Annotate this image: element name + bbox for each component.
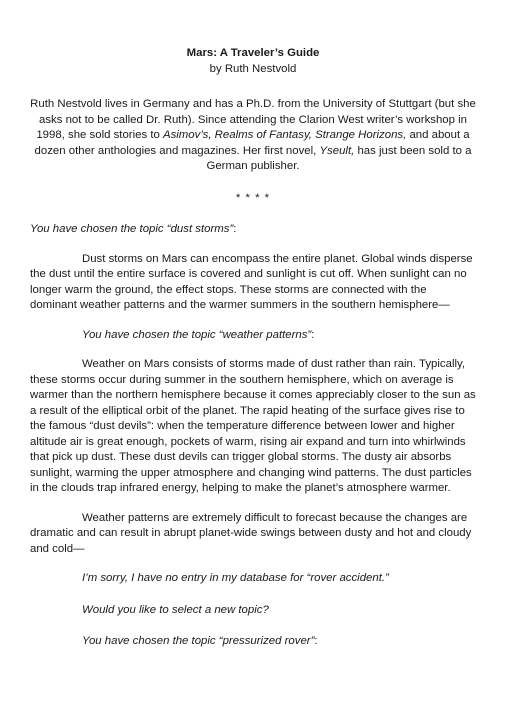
topic-weather-text: You have chosen the topic “weather patterns”	[82, 328, 312, 341]
paragraph-weather-1: Weather on Mars consists of storms made of dust rather than rain. Typically, these storms occur during summer in the southern hemisphere, which on average is warmer than the northern hemisphere because it comes appreciably closer to the sun as a result of the elliptical orbit of the planet. The rapid heating of the surface gives rise to the famous “dust devils”: when the temperature difference between lower and higher altitude air is great enough, pockets of warm, rising air expand and turn into whirlwinds that pick up dust. These dust devils can trigger global storms. The dusty air absorbs sunlight, warming the upper atmosphere and changing wind patterns. The dust particles in the clouds trap infrared energy, helping to make the planet’s atmosphere warmer.	[30, 358, 476, 494]
author-bio	[30, 97, 476, 175]
topic-heading-rover	[30, 634, 476, 650]
paragraph-dust-storms: Dust storms on Mars can encompass the entire planet. Global winds disperse the dust until the entire surface is covered and sunlight is cut off. When sunlight can no longer warm the ground, the effect stops. These storms are connected with the dominant weather patterns and the warmer summers in the southern hemisphere—	[30, 252, 473, 311]
bio-text-3: has just been sold to a German publisher.	[206, 144, 472, 172]
topic-rover-colon: :	[314, 635, 318, 647]
bio-text-2: and about a dozen other anthologies and magazines. Her first novel,	[34, 129, 470, 157]
bio-publications: Asimov’s, Realms of Fantasy, Strange Horizons,	[162, 129, 407, 141]
topic-dust-storms-colon: :	[233, 223, 237, 235]
topic-heading-dust-storms	[30, 222, 476, 238]
author-byline: by Ruth Nestvold	[209, 62, 297, 75]
section-separator: * * * *	[235, 191, 271, 204]
topic-heading-weather	[30, 328, 476, 344]
document-title: Mars: A Traveler’s Guide	[186, 47, 320, 59]
topic-weather-colon: :	[311, 328, 315, 341]
no-entry-message: I’m sorry, I have no entry in my database for “rover accident.”	[82, 572, 389, 584]
topic-dust-storms-text: You have chosen the topic “dust storms”	[30, 223, 234, 235]
select-topic-prompt: Would you like to select a new topic?	[82, 603, 269, 616]
topic-rover-text: You have chosen the topic “pressurized rover”	[82, 635, 315, 647]
bio-novel-title: Yseult,	[319, 144, 355, 157]
paragraph-weather-2: Weather patterns are extremely difficult to forecast because the changes are dramatic and can result in abrupt planet-wide swings between dusty and hot and cloudy and cold—	[30, 511, 472, 555]
bio-text-1: Ruth Nestvold lives in Germany and has a Ph.D. from the University of Stuttgart (but she asks not to be called Dr. Ruth). Since attending the Clarion West writer’s workshop in 1998, she sold stories to	[30, 98, 476, 141]
